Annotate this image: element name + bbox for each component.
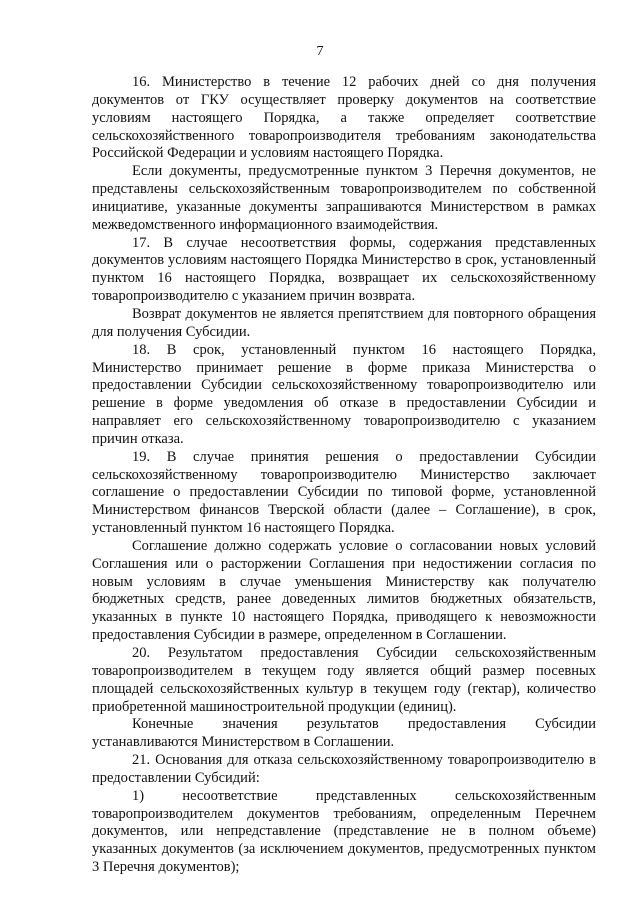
paragraph-20: 20. Результатом предоставления Субсидии сельскохозяйственным товаропроизводителем в текущем году является общий размер посевных площадей сельскохозяйственных культур в текущем году (гектар), количество приобретенной машиностроительной продукции (единиц). xyxy=(92,645,596,715)
paragraph-20-final-values: Конечные значения результатов предоставления Субсидии устанавливаются Министерством в Соглашении. xyxy=(92,716,596,751)
paragraph-18: 18. В срок, установленный пунктом 16 настоящего Порядка, Министерство принимает решение в форме приказа Министерства о предоставлении Субсидии сельскохозяйственному товаропроизводителю или решение в форме уведомления об отказе в предоставлении Субсидии и направляет его сельскохозяйственному товаропроизводителю с указанием причин отказа. xyxy=(92,341,596,447)
paragraph-17: 17. В случае несоответствия формы, содержания представленных документов условиям настоящего Порядка Министерство в срок, установленный пунктом 16 настоящего Порядка, возвращает их сельскохозяйственному товаропроизводителю с указанием причин возврата. xyxy=(92,234,596,305)
paragraph-19-agreement-terms: Соглашение должно содержать условие о согласовании новых условий Соглашения или о расторжении Соглашения при недостижении согласия по новым условиям в случае уменьшения Министерству как получателю бюджетных средств, ранее доведенных лимитов бюджетных обязательств, указанных в пункте 10 настоящего Порядка, приводящего к невозможности предоставления Субсидии в размере, определенном в Соглашении. xyxy=(92,537,596,644)
paragraph-19: 19. В случае принятия решения о предоставлении Субсидии сельскохозяйственному товаропроизводителю Министерство заключает соглашение о предоставлении Субсидии по типовой форме, установленной Министерством финансов Тверской области (далее – Соглашение), в срок, установленный пунктом 16 настоящего Порядка. xyxy=(92,448,596,537)
paragraph-21: 21. Основания для отказа сельскохозяйственному товаропроизводителю в предоставлении Субсидий: xyxy=(92,752,596,786)
paragraph-16-documents-request: Если документы, предусмотренные пунктом 3 Перечня документов, не представлены сельскохозяйственным товаропроизводителем по собственной инициативе, указанные документы запрашиваются Министерством в рамках межведомственного информационного взаимодействия. xyxy=(92,163,596,233)
page-number: 7 xyxy=(316,44,324,59)
document-body xyxy=(92,74,596,877)
paragraph-21-item-1: 1) несоответствие представленных сельскохозяйственным товаропроизводителем документов требованиям, определенным Перечнем документов, или непредставление (представление не в полном объеме) указанных документов (за исключением документов, предусмотренных пунктом 3 Перечня документов); xyxy=(92,787,596,876)
paragraph-16: 16. Министерство в течение 12 рабочих дней со дня получения документов от ГКУ осуществляет проверку документов на соответствие условиям настоящего Порядка, а также определяет соответствие сельскохозяйственного товаропроизводителя требованиям законодательства Российской Федерации и условиям настоящего Порядка. xyxy=(92,74,596,162)
paragraph-17-return: Возврат документов не является препятствием для повторного обращения для получения Субсидии. xyxy=(92,305,596,340)
